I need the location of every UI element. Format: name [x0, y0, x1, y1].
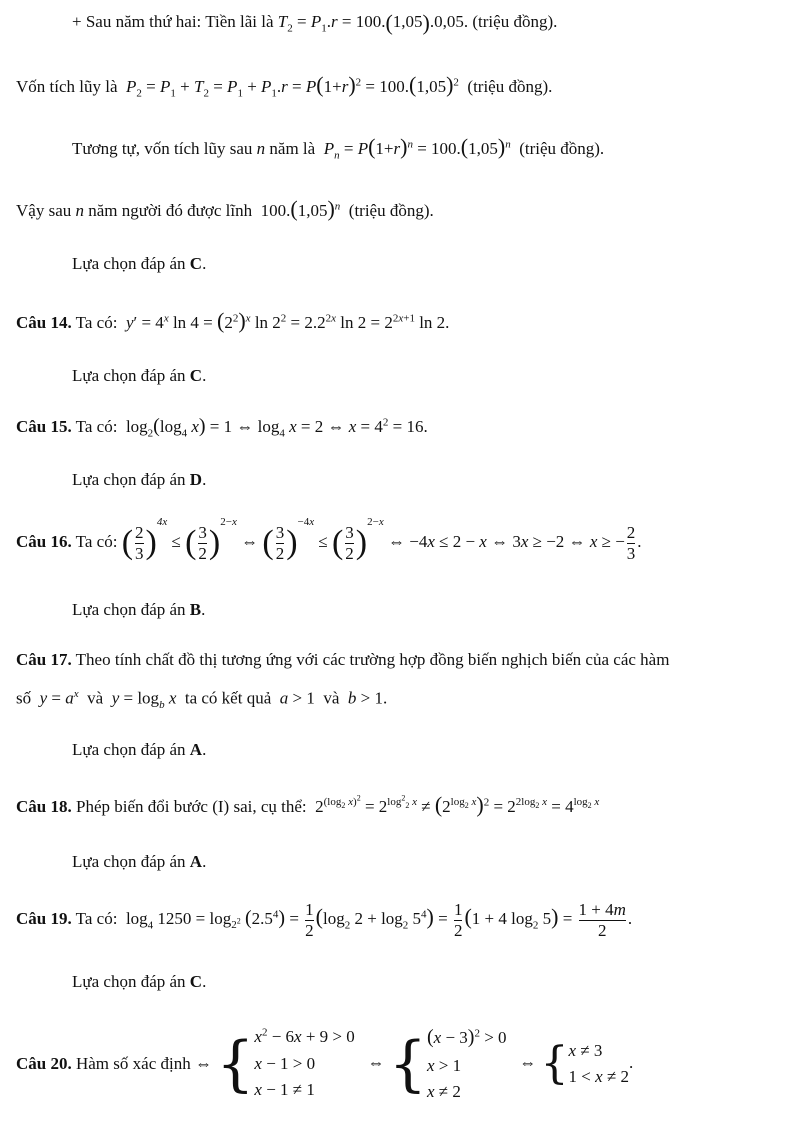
question-20: Câu 20. Hàm số xác định ⇔ { $x^2 - 6x + 9 > 0$ x − 1 > 0 x − 1 ≠ 1 ⇔ { $(x - 3)^2 > 0$ x > 1 x ≠ 2 ⇔ { x ≠ 3 1 < x ≠ 2 .	[16, 1022, 633, 1106]
question-14: Câu 14. Ta có: $y' = 4^x$ $\ln 4 = (2^2)^x$ $\ln 2^2 = 2.2^{2x}$ $\ln 2 = 2^{2x+1}$ ln 2.	[16, 308, 450, 333]
answer-14: Lựa chọn đáp án C.	[72, 366, 207, 385]
answer-15: Lựa chọn đáp án D.	[72, 470, 207, 489]
question-17-line-1: Câu 17. Theo tính chất đồ thị tương ứng với các trường hợp đồng biến nghịch biến của các hàm	[16, 650, 670, 669]
text-line-3: Tương tự, vốn tích lũy sau n năm là $P_n = P(1+r)^n = 100.(1,05)^n$ (triệu đồng).	[72, 134, 605, 162]
answer-19: Lựa chọn đáp án C.	[72, 972, 207, 991]
text-line-4: Vậy sau n năm người đó được lĩnh $100.(1,05)^n$ (triệu đồng).	[16, 196, 434, 221]
answer-13: Lựa chọn đáp án C.	[72, 254, 207, 273]
text-line-1: + Sau năm thứ hai: Tiền lãi là $T_2 = P_1.r = 100.(1,05).0,05$. (triệu đồng).	[72, 10, 558, 36]
question-17-line-2: số $y = a^x$ và $y = \log_b x$ ta có kết quả a > 1 và b > 1.	[16, 688, 388, 712]
question-15: Câu 15. Ta có: $\log_2(\log_4$ x) = 1 ⇔ $\log_4 x = 2$ ⇔ $x = 4^2 = 16$.	[16, 415, 428, 440]
system-2: $(x - 3)^2 > 0$ x > 1 x ≠ 2	[426, 1026, 507, 1102]
answer-17: Lựa chọn đáp án A.	[72, 740, 207, 759]
system-1: $x^2 - 6x + 9 > 0$ x − 1 > 0 x − 1 ≠ 1	[254, 1026, 355, 1100]
question-18: Câu 18. Phép biến đổi bước (I) sai, cụ thể: $2^{(log_2 x)^2} = 2^{log^2_2 x} \ne (2^{log_2 x})^2 = 2^{2log_2 x} = 4^{log_2 x}$	[16, 792, 600, 817]
question-16: Câu 16. Ta có: ( $\frac{2}{3}$ )$^{4x}$ ≤ ( $\frac{3}{2}$ )$^{2-x}$ ⇔ ( $\frac{3}{2}$ )$^{-4x}$ ≤ ( $\frac{3}{2}$ )$^{2-x}$ ⇔ −4x ≤ 2 − x ⇔ 3x ≥ −2 ⇔ x ≥ − $\frac{2}{3}$ .	[16, 516, 642, 563]
answer-18: Lựa chọn đáp án A.	[72, 852, 207, 871]
question-19: Câu 19. Ta có: $\log_4 1250 = \log_{2^2} (2.5^4)$ = $\frac{1}{2}$ ($\log_2$ $2 + \log_2 5^4$) = $\frac{1}{2}$ (1 + 4 $\log_2 5$) = $\frac{1 + 4m}{2}$ .	[16, 900, 633, 940]
text-line-2: Vốn tích lũy là $P_2 = P_1 + T_2 = P_1 + P_1.r = P(1+r)^2 = 100.(1,05)^2$ (triệu đồng).	[16, 72, 553, 100]
answer-16: Lựa chọn đáp án B.	[72, 600, 206, 619]
system-3: x ≠ 3 1 < x ≠ 2	[568, 1040, 630, 1086]
